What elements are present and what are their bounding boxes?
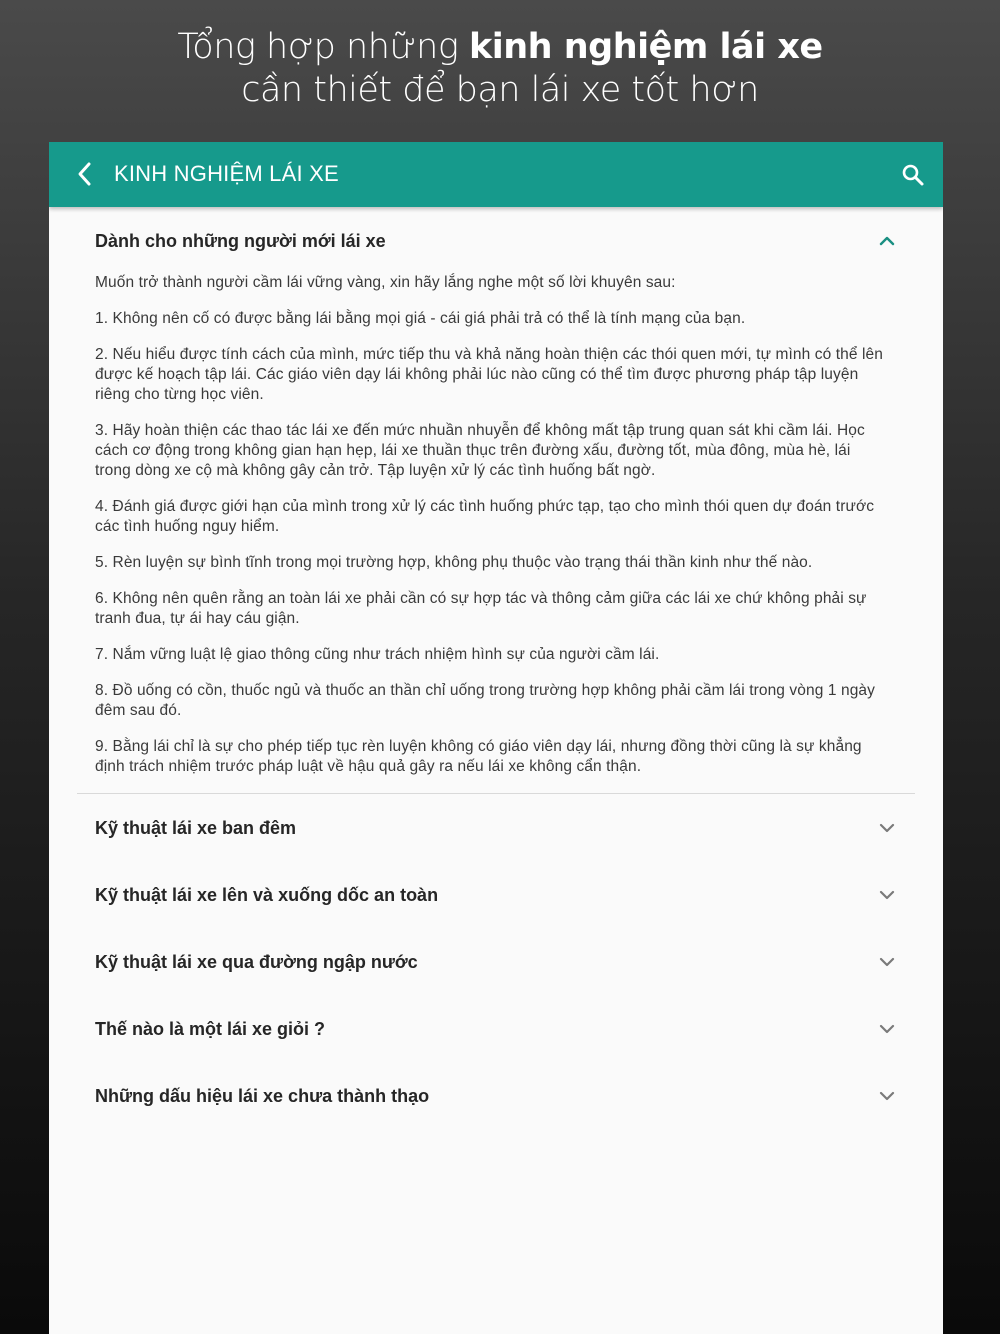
paragraph: 5. Rèn luyện sự bình tĩnh trong mọi trường hợp, không phụ thuộc vào trạng thái thần kinh như thế nào. <box>95 554 813 571</box>
paragraph: 7. Nắm vững luật lệ giao thông cũng như trách nhiệm hình sự của người cầm lái. <box>95 646 660 663</box>
promo-headline <box>0 26 1000 112</box>
collapsed-sections <box>77 794 915 1129</box>
promo-line-1 <box>0 26 1000 69</box>
accordion-header[interactable] <box>77 794 915 861</box>
accordion-header[interactable] <box>77 1062 915 1129</box>
section-title: Những dấu hiệu lái xe chưa thành thạo <box>95 1086 430 1106</box>
paragraph: 8. Đồ uống có cồn, thuốc ngủ và thuốc an thần chỉ uống trong trường hợp không phải cầm lái trong vòng 1 ngày đêm sau đó. <box>95 682 875 719</box>
app-screen <box>49 142 943 1334</box>
accordion-header[interactable] <box>77 861 915 928</box>
paragraph: 3. Hãy hoàn thiện các thao tác lái xe đến mức nhuần nhuyễn để không mất tập trung quan sát khi cầm lái. Học cách cơ động trong không gian hạn hẹp, lái xe thuần thục trên đường xấu, đường tốt, mùa đông, mùa hè, lái trong dòng xe cộ mà không gây cản trở. Tập luyện xử lý các tình huống bất ngờ. <box>95 422 865 479</box>
section-title: Kỹ thuật lái xe qua đường ngập nước <box>95 952 418 972</box>
chevron-down-icon <box>877 1019 897 1039</box>
search-icon <box>901 163 925 187</box>
promo-line-1-text: Tổng hợp những <box>177 27 469 67</box>
paragraph: 9. Bằng lái chỉ là sự cho phép tiếp tục rèn luyện không có giáo viên dạy lái, nhưng đồng thời cũng là sự khẳng định trách nhiệm trước pháp luật về hậu quả gây ra nếu lái xe không cẩn thận. <box>95 738 862 775</box>
paragraph: 1. Không nên cố có được bằng lái bằng mọi giá - cái giá phải trả có thể là tính mạng của bạn. <box>95 310 746 327</box>
accordion-list <box>77 207 915 1129</box>
section-title: Kỹ thuật lái xe ban đêm <box>95 818 297 838</box>
chevron-up-icon <box>877 231 897 251</box>
paragraph: 2. Nếu hiểu được tính cách của mình, mức tiếp thu và khả năng hoàn thiện các thói quen mới, tự mình có thể lên được kế hoạch tập lái. Các giáo viên dạy lái không phải lúc nào cũng có thể tìm được phương pháp tập luyện riêng cho từng học viên. <box>95 346 883 403</box>
chevron-left-icon <box>75 161 95 187</box>
accordion-section-expanded <box>77 207 915 794</box>
promo-line-1-bold: kinh nghiệm lái xe <box>468 27 823 67</box>
accordion-header[interactable] <box>77 995 915 1062</box>
chevron-down-icon <box>877 952 897 972</box>
accordion-header[interactable] <box>77 207 915 267</box>
promo-line-2: cần thiết để bạn lái xe tốt hơn <box>241 70 759 110</box>
chevron-down-icon <box>877 885 897 905</box>
paragraph: 6. Không nên quên rằng an toàn lái xe phải cần có sự hợp tác và thông cảm giữa các lái xe chứ không phải sự tranh đua, tự ái hay cáu giận. <box>95 590 867 627</box>
paragraph: 4. Đánh giá được giới hạn của mình trong xử lý các tình huống phức tạp, tạo cho mình thói quen dự đoán trước các tình huống nguy hiểm. <box>95 498 875 535</box>
section-body <box>77 267 915 777</box>
back-button[interactable] <box>69 158 101 190</box>
accordion-header[interactable] <box>77 928 915 995</box>
page-title: KINH NGHIỆM LÁI XE <box>114 161 339 186</box>
section-title: Kỹ thuật lái xe lên và xuống dốc an toàn <box>95 885 439 905</box>
chevron-down-icon <box>877 1086 897 1106</box>
paragraph: Muốn trở thành người cầm lái vững vàng, xin hãy lắng nghe một số lời khuyên sau: <box>95 274 676 291</box>
app-bar <box>49 142 943 207</box>
search-button[interactable] <box>897 159 929 191</box>
section-title: Dành cho những người mới lái xe <box>95 231 386 251</box>
section-title: Thế nào là một lái xe giỏi ? <box>95 1019 326 1039</box>
chevron-down-icon <box>877 818 897 838</box>
